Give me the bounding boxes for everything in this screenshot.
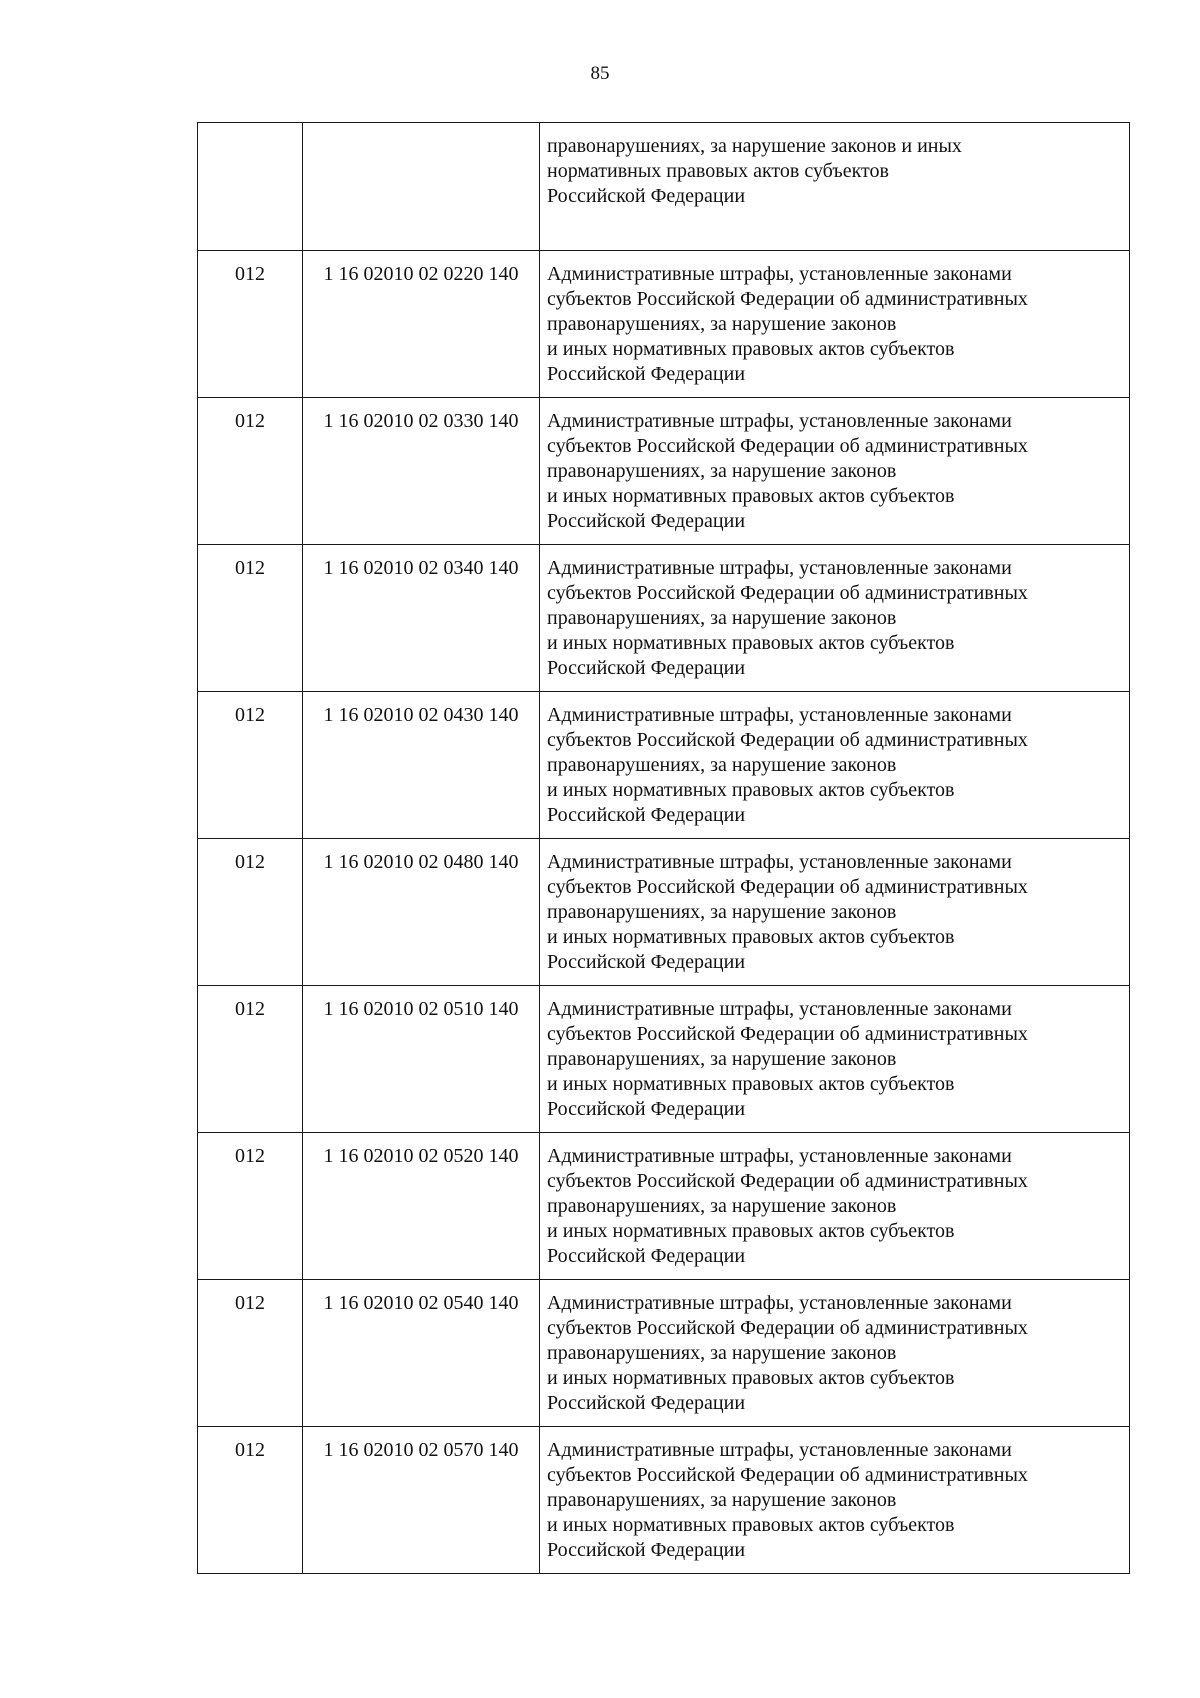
revenue-name-line: правонарушениях, за нарушение законов <box>547 313 897 335</box>
admin-code-cell: 012 <box>198 545 303 692</box>
revenue-name-line: Административные штрафы, установленные законами <box>547 1145 1012 1167</box>
table-row <box>198 545 1130 692</box>
revenue-name-line: правонарушениях, за нарушение законов и иных <box>547 135 962 157</box>
revenue-name-line: субъектов Российской Федерации об административных <box>547 582 1028 604</box>
revenue-name-line: Российской Федерации <box>547 185 746 207</box>
revenue-name-cell <box>540 398 1130 545</box>
admin-code-cell: 012 <box>198 251 303 398</box>
revenue-name-line: Российской Федерации <box>547 951 746 973</box>
revenue-name-line: Административные штрафы, установленные законами <box>547 998 1012 1020</box>
revenue-name-line: правонарушениях, за нарушение законов <box>547 1048 897 1070</box>
budget-code-cell: 1 16 02010 02 0520 140 <box>303 1133 540 1280</box>
revenue-name-line: Российской Федерации <box>547 363 746 385</box>
revenue-name-line: Российской Федерации <box>547 657 746 679</box>
revenue-name-line: субъектов Российской Федерации об административных <box>547 1170 1028 1192</box>
table-row <box>198 251 1130 398</box>
table-row <box>198 1133 1130 1280</box>
table-row <box>198 986 1130 1133</box>
revenue-name-cell <box>540 251 1130 398</box>
budget-code-cell: 1 16 02010 02 0340 140 <box>303 545 540 692</box>
revenue-name-line: субъектов Российской Федерации об административных <box>547 729 1028 751</box>
revenue-name-line: Административные штрафы, установленные законами <box>547 263 1012 285</box>
budget-codes-table <box>197 122 1130 1574</box>
table-row <box>198 1427 1130 1574</box>
revenue-name-line: Административные штрафы, установленные законами <box>547 1292 1012 1314</box>
admin-code-cell: 012 <box>198 398 303 545</box>
table-row <box>198 398 1130 545</box>
revenue-name-line: Российской Федерации <box>547 1392 746 1414</box>
budget-code-cell: 1 16 02010 02 0430 140 <box>303 692 540 839</box>
revenue-name-line: правонарушениях, за нарушение законов <box>547 460 897 482</box>
budget-code-cell: 1 16 02010 02 0570 140 <box>303 1427 540 1574</box>
revenue-name-cell <box>540 839 1130 986</box>
revenue-name-line: Административные штрафы, установленные законами <box>547 410 1012 432</box>
budget-code-cell: 1 16 02010 02 0540 140 <box>303 1280 540 1427</box>
revenue-name-line: и иных нормативных правовых актов субъектов <box>547 485 955 507</box>
revenue-name-line: и иных нормативных правовых актов субъектов <box>547 1220 955 1242</box>
revenue-name-cell <box>540 123 1130 251</box>
revenue-name-line: субъектов Российской Федерации об административных <box>547 1023 1028 1045</box>
table-row <box>198 123 1130 251</box>
revenue-name-line: и иных нормативных правовых актов субъектов <box>547 926 955 948</box>
table-row <box>198 1280 1130 1427</box>
revenue-name-cell <box>540 1427 1130 1574</box>
admin-code-cell <box>198 123 303 251</box>
budget-code-cell: 1 16 02010 02 0510 140 <box>303 986 540 1133</box>
revenue-name-cell <box>540 1280 1130 1427</box>
revenue-name-cell <box>540 545 1130 692</box>
revenue-name-line: нормативных правовых актов субъектов <box>547 160 889 182</box>
revenue-name-line: Административные штрафы, установленные законами <box>547 1439 1012 1461</box>
revenue-name-line: субъектов Российской Федерации об административных <box>547 435 1028 457</box>
revenue-name-line: и иных нормативных правовых актов субъектов <box>547 779 955 801</box>
revenue-name-line: Административные штрафы, установленные законами <box>547 704 1012 726</box>
revenue-name-line: Административные штрафы, установленные законами <box>547 557 1012 579</box>
admin-code-cell: 012 <box>198 1280 303 1427</box>
table-row <box>198 839 1130 986</box>
revenue-name-line: Российской Федерации <box>547 510 746 532</box>
admin-code-cell: 012 <box>198 1133 303 1280</box>
revenue-name-line: правонарушениях, за нарушение законов <box>547 1489 897 1511</box>
revenue-name-line: Российской Федерации <box>547 1098 746 1120</box>
budget-code-cell: 1 16 02010 02 0480 140 <box>303 839 540 986</box>
budget-code-cell <box>303 123 540 251</box>
revenue-name-line: субъектов Российской Федерации об административных <box>547 1464 1028 1486</box>
revenue-name-line: субъектов Российской Федерации об административных <box>547 1317 1028 1339</box>
revenue-name-line: и иных нормативных правовых актов субъектов <box>547 338 955 360</box>
revenue-name-cell <box>540 986 1130 1133</box>
revenue-name-line: субъектов Российской Федерации об административных <box>547 288 1028 310</box>
revenue-name-line: и иных нормативных правовых актов субъектов <box>547 1367 955 1389</box>
revenue-name-cell <box>540 692 1130 839</box>
revenue-name-line: и иных нормативных правовых актов субъектов <box>547 632 955 654</box>
admin-code-cell: 012 <box>198 839 303 986</box>
revenue-name-line: правонарушениях, за нарушение законов <box>547 1342 897 1364</box>
revenue-name-line: Административные штрафы, установленные законами <box>547 851 1012 873</box>
revenue-name-line: и иных нормативных правовых актов субъектов <box>547 1073 955 1095</box>
table-row <box>198 692 1130 839</box>
revenue-name-cell <box>540 1133 1130 1280</box>
admin-code-cell: 012 <box>198 692 303 839</box>
revenue-name-line: и иных нормативных правовых актов субъектов <box>547 1514 955 1536</box>
revenue-name-line: правонарушениях, за нарушение законов <box>547 901 897 923</box>
admin-code-cell: 012 <box>198 1427 303 1574</box>
revenue-name-line: Российской Федерации <box>547 804 746 826</box>
page-number: 85 <box>590 63 610 84</box>
admin-code-cell: 012 <box>198 986 303 1133</box>
revenue-name-line: Российской Федерации <box>547 1245 746 1267</box>
budget-code-cell: 1 16 02010 02 0330 140 <box>303 398 540 545</box>
revenue-name-line: правонарушениях, за нарушение законов <box>547 607 897 629</box>
revenue-name-line: правонарушениях, за нарушение законов <box>547 1195 897 1217</box>
revenue-name-line: субъектов Российской Федерации об административных <box>547 876 1028 898</box>
budget-code-cell: 1 16 02010 02 0220 140 <box>303 251 540 398</box>
revenue-name-line: правонарушениях, за нарушение законов <box>547 754 897 776</box>
revenue-name-line: Российской Федерации <box>547 1539 746 1561</box>
